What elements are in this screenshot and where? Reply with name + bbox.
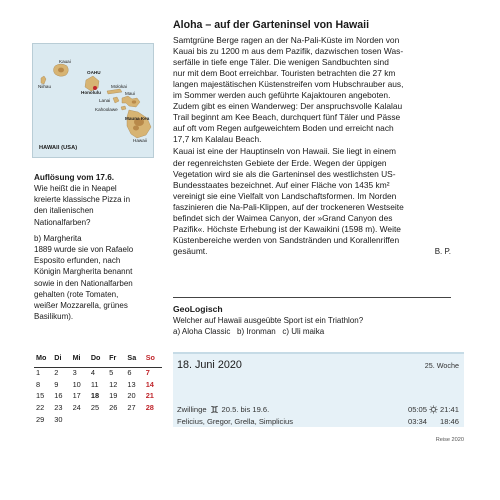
gemini-icon: [210, 405, 219, 414]
calendar-day: 24: [72, 403, 81, 413]
map-caption: HAWAII (USA): [39, 145, 78, 151]
article-line: Pazifik«. Höchste Erhebung ist der Kawaikini (1598 m). Weite: [173, 223, 401, 234]
article-line: Vegetation wird sie als die Garteninsel des westlichsten US-: [173, 168, 396, 179]
map-label-kahoolawe: Kahoolawe: [95, 107, 118, 112]
map-label-kauai: Kauai: [59, 59, 71, 64]
calendar-week-row: [34, 413, 162, 425]
calendar-day-today: 18: [90, 391, 100, 401]
geologisch-quiz: [173, 303, 451, 337]
map-label-hawaii: Hawaii: [133, 138, 147, 143]
map-label-honolulu: Honolulu: [81, 90, 101, 95]
sunrise-time: 05:05: [407, 405, 427, 414]
answer-question-line: kreierte klassische Pizza in: [34, 195, 131, 205]
article-line: Bundesstaates bezeichnet. Auf einer Fläche von 1435 km²: [173, 179, 390, 190]
calendar-day-sunday: 28: [145, 403, 154, 413]
calendar-day: 11: [90, 379, 99, 389]
article-line: Trail beginnt am Kee Beach, durchquert fünf Täler und Pässe: [173, 112, 401, 123]
name-days: Felicius, Gregor, Grella, Simplicius: [177, 417, 294, 426]
answer-text-line: b) Margherita: [34, 233, 82, 243]
article-signature: B. P.: [434, 246, 451, 256]
calendar-day-sunday: 21: [145, 391, 154, 401]
answer-text-line: sowie in den Nationalfarben: [34, 278, 133, 288]
article-line: der regenreichsten Gebiete der Erde. Wegen der üppigen: [173, 157, 387, 168]
geologisch-options: a) Aloha Classic b) Ironman c) Uli maika: [173, 327, 325, 336]
calendar-week-row: [34, 367, 162, 379]
calendar-day: 20: [127, 391, 136, 401]
mini-calendar: [34, 352, 162, 425]
calendar-weekday: Fr: [109, 353, 117, 363]
map-label-molokai: Molokai: [111, 84, 127, 89]
geologisch-question: Welcher auf Hawaii ausgeübte Sport ist ein Triathlon?: [173, 316, 364, 325]
calendar-header-row: [34, 352, 162, 364]
day-strip: [173, 352, 464, 427]
answer-text-line: Esposito erfunden, nach: [34, 256, 121, 266]
answer-text-line: gehalten (rote Tomaten,: [34, 289, 119, 299]
calendar-week-row: [34, 378, 162, 390]
article-line: Küstenbereiche werden von Sandstränden und Korallenriffen: [173, 234, 400, 245]
calendar-day: 23: [54, 403, 63, 413]
article-paragraph-2: [173, 146, 451, 256]
calendar-day: 8: [36, 379, 41, 389]
article-line: 17,7 km Kalalau Beach.: [173, 134, 262, 145]
article-line: Kauai ist eine der Hauptinseln von Hawaii. Sie liegt in einem: [173, 146, 396, 157]
map-label-lanai: Lanai: [99, 98, 111, 103]
calendar-day: 4: [90, 368, 95, 378]
sunset-time: 21:41: [439, 405, 459, 414]
answer-text-line: 1889 wurde sie von Rafaelo: [34, 245, 134, 255]
calendar-day: 30: [54, 414, 63, 424]
article-line: faszinieren die Na-Pali-Klippen, auf der trockeneren Westseite: [173, 201, 404, 212]
section-divider: [173, 297, 451, 298]
calendar-day: 1: [36, 368, 41, 378]
article-line: auf oft vom Regen aufgeweichtem Boden und erreicht nach: [173, 123, 394, 134]
answer-title: Auflösung vom 17.6.: [34, 173, 115, 182]
article-paragraph-1: [173, 35, 451, 145]
map-label-mauna-kea: Mauna Kea: [125, 116, 150, 121]
calendar-day: 15: [36, 391, 45, 401]
sun-icon: [429, 405, 438, 414]
zodiac-range: 20.5. bis 19.6.: [221, 405, 270, 414]
calendar-day: 9: [54, 379, 59, 389]
calendar-day: 5: [109, 368, 114, 378]
map-label-niihau: Niihau: [38, 84, 52, 89]
article-title: Aloha – auf der Garteninsel von Hawaii: [173, 19, 370, 31]
article-line: vereinigt sie eine Vielfalt von Landschaftsformen. Im Norden: [173, 190, 397, 201]
moon-times: [408, 417, 459, 426]
geologisch-title: GeoLogisch: [173, 304, 223, 314]
calendar-day: 10: [72, 379, 81, 389]
answer-text-line: Basilikum).: [34, 312, 74, 322]
calendar-header-underline: [34, 367, 162, 368]
answer-question-line: den italienischen: [34, 206, 94, 216]
article-line: gesäumt.: [173, 245, 208, 256]
map-label-maui: Maui: [125, 91, 135, 96]
current-date: 18. Juni 2020: [177, 359, 242, 371]
calendar-day: 13: [127, 379, 136, 389]
answer-text-line: Königin Margherita benannt: [34, 267, 133, 277]
calendar-day: 26: [109, 403, 118, 413]
article-line: Samtgrüne Berge ragen an der Na-Pali-Küste im Norden von: [173, 35, 400, 45]
calendar-day-sunday: 14: [145, 379, 154, 389]
calendar-day: 22: [36, 403, 45, 413]
calendar-day: 6: [127, 368, 132, 378]
calendar-day: 25: [90, 403, 100, 413]
calendar-week-row: [34, 402, 162, 414]
zodiac-label: Zwillinge: [177, 405, 207, 414]
calendar-day: 2: [54, 368, 59, 378]
calendar-weekday: Sa: [127, 353, 137, 363]
calendar-day: 17: [72, 391, 81, 401]
quiz-answer: [34, 172, 162, 322]
answer-question-line: Nationalfarben?: [34, 217, 91, 227]
calendar-weekday: Do: [90, 353, 101, 363]
moonset-time: 18:46: [439, 417, 459, 426]
article-line: befindet sich der Waimea Canyon, der »Grand Canyon des: [173, 212, 393, 223]
answer-question-line: Wie heißt die in Neapel: [34, 184, 117, 193]
moonrise-time: 03:34: [407, 417, 427, 426]
calendar-day: 16: [54, 391, 63, 401]
article-line: nur mit dem Boot erreichbar. Touristen betrachten die 27 km: [173, 68, 396, 79]
calendar-week-row: [34, 390, 162, 402]
article-line: Kauai bis zu 1200 m aus dem Pazifik, dazwischen tosen Was-: [173, 46, 404, 57]
calendar-weekday: Mi: [72, 353, 81, 363]
footer-label: Reise 2020: [435, 437, 464, 443]
article-line: im Sommer werden auch geführte Kajaktouren angeboten.: [173, 90, 391, 101]
article-line: serfälle in tiefe enge Täler. Die wenigen Sandbuchten sind: [173, 57, 389, 68]
map-label-oahu: OAHU: [87, 70, 101, 75]
article-line: langen majestätischen Küstenstreifen vom Hubschrauber aus,: [173, 79, 404, 90]
sun-times: [408, 405, 459, 414]
calendar-day-sunday: 7: [145, 368, 150, 378]
zodiac-info: [177, 405, 269, 414]
calendar-day: 3: [72, 368, 77, 378]
calendar-day: 12: [109, 379, 118, 389]
answer-text-line: weißer Mozzarella, grünes: [34, 301, 128, 311]
hawaii-map: [32, 43, 154, 158]
calendar-day: 27: [127, 403, 136, 413]
moon-icon: [429, 417, 438, 426]
calendar-day: 19: [109, 391, 118, 401]
week-number: 25. Woche: [424, 361, 459, 370]
article-line: Zudem gibt es einen Wanderweg: Der anspruchsvolle Kalalau: [173, 101, 403, 112]
calendar-day: 29: [36, 414, 45, 424]
calendar-weekday-sunday: So: [145, 353, 155, 363]
calendar-weekday: Di: [54, 353, 62, 363]
calendar-weekday: Mo: [36, 353, 47, 363]
article: [173, 18, 451, 257]
